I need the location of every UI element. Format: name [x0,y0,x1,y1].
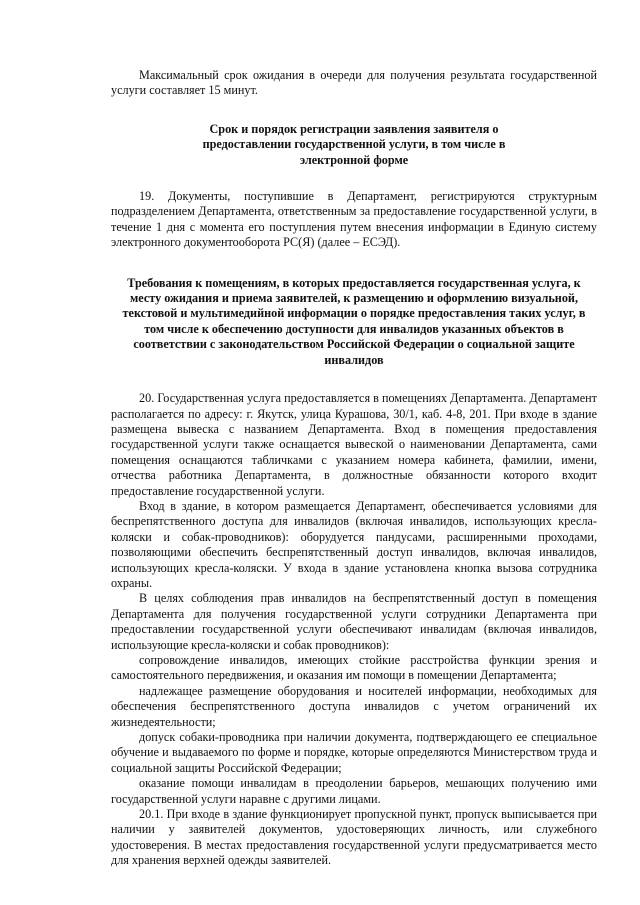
list-item: сопровождение инвалидов, имеющих стойкие расстройства функции зрения и самостоятельного передвижения, и оказания им помощи в помещении Департамента; [111,653,597,683]
accessibility-list [111,653,597,807]
paragraph-19: 19. Документы, поступившие в Департамент, регистрируются структурным подразделением Департамента, ответственным за предоставление государственной услуги, в течение 1 дня с момента его поступления путем внесения информации в Единую систему электронного документооборота РС(Я) (далее – ЕСЭД). [111,189,597,250]
section-heading-registration: Срок и порядок регистрации заявления заявителя о предоставлении государственной услуги, в том числе в электронной форме [202,121,506,167]
list-item: надлежащее размещение оборудования и носителей информации, необходимых для обеспечения беспрепятственного доступа инвалидов с учетом ограничений их жизнедеятельности; [111,683,597,729]
document-body [111,68,597,869]
list-item: оказание помощи инвалидам в преодолении барьеров, мешающих получению ими государственной услуги наравне с другими лицами. [111,776,597,806]
list-item: допуск собаки-проводника при наличии документа, подтверждающего ее специальное обучение и выдаваемого по форме и порядке, которые определяются Министерством труда и социальной защиты Российской Федерации; [111,730,597,775]
intro-paragraph: Максимальный срок ожидания в очереди для получения результата государственной услуги составляет 15 минут. [111,68,597,98]
section-heading-premises: Требования к помещениям, в которых предоставляется государственная услуга, к месту ожидания и приема заявителей, к размещению и оформлению визуальной, текстовой и мультимедийной информации о порядке предоставления таких услуг, в том числе к обеспечению доступности для инвалидов указанных объектов в соответствии с законодательством Российской Федерации о социальной защите инвалидов [122,275,586,367]
paragraph-rights: В целях соблюдения прав инвалидов на беспрепятственный доступ в помещения Департамента для получения государственной услуги сотрудники Департамента при предоставлении государственной услуги обеспечивают инвалидам (включая инвалидов, использующие кресла-коляски и собак проводников): [111,591,597,652]
paragraph-20-1: 20.1. При входе в здание функционирует пропускной пункт, пропуск выписывается при наличии у заявителей документов, удостоверяющих личность, или служебного удостоверения. В местах предоставления государственной услуги предусматривается место для хранения верхней одежды заявителей. [111,807,597,868]
paragraph-20: 20. Государственная услуга предоставляется в помещениях Департамента. Департамент располагается по адресу: г. Якутск, улица Курашова, 30/1, каб. 4-8, 201. При входе в здание размещена вывеска с названием Департамента. Вход в помещения предоставления государственной услуги также оснащается вывеской о наименовании Департамента, сами помещения оснащаются табличками с указанием номера кабинета, фамилии, имени, отчества работника Департамента, в должностные обязанности которого входит предоставление государственной услуги. [111,391,597,498]
paragraph-entrance: Вход в здание, в котором размещается Департамент, обеспечивается условиями для беспрепятственного доступа для инвалидов (включая инвалидов, использующих кресла-коляски и собак-проводников): оборудуется пандусами, расширенными проходами, позволяющими обеспечить беспрепятственный доступ инвалидов, включая инвалидов, использующих кресла-коляски. У входа в здание установлена кнопка вызова сотрудника охраны. [111,498,597,590]
